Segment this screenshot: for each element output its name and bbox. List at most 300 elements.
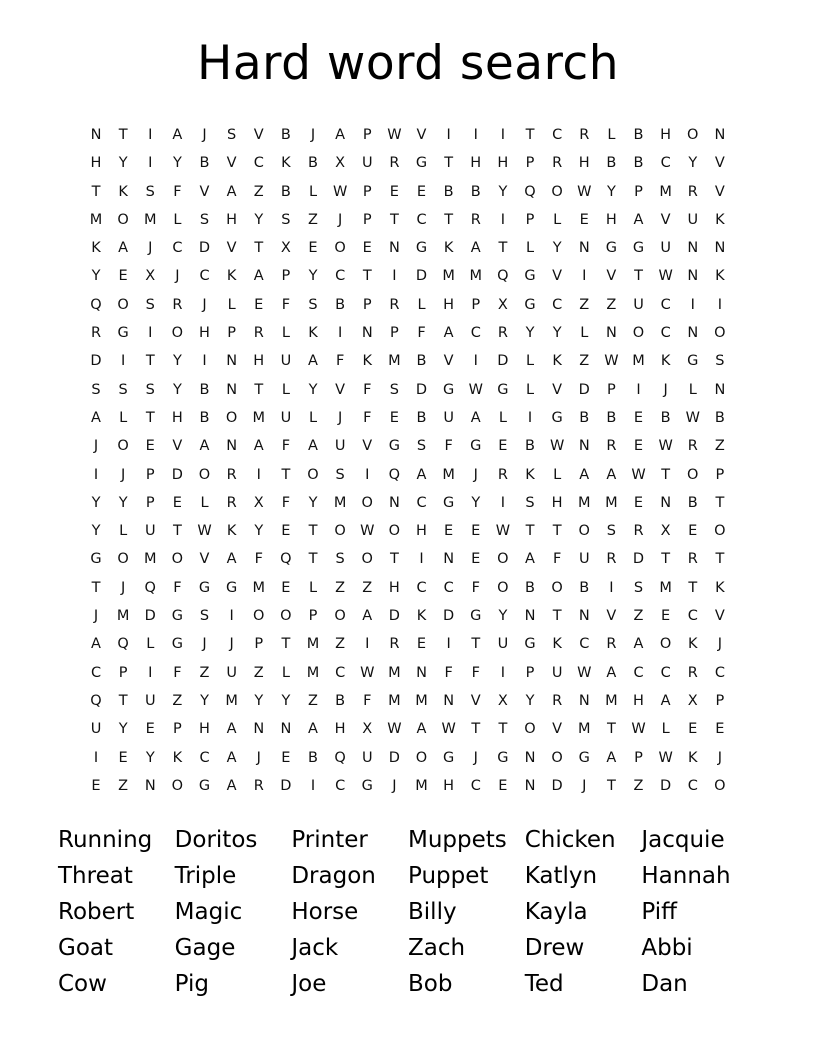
grid-cell[interactable]: L bbox=[417, 296, 426, 313]
word-list-item[interactable]: Jack bbox=[291, 935, 339, 962]
grid-cell[interactable]: O bbox=[497, 551, 509, 568]
grid-cell[interactable]: I bbox=[392, 268, 397, 285]
grid-cell[interactable]: F bbox=[552, 551, 562, 568]
grid-cell[interactable]: M bbox=[659, 579, 672, 596]
grid-cell[interactable]: F bbox=[335, 353, 345, 370]
grid-cell[interactable]: J bbox=[202, 636, 207, 653]
grid-cell[interactable]: A bbox=[226, 551, 237, 568]
grid-cell[interactable]: T bbox=[254, 240, 264, 257]
grid-cell[interactable]: I bbox=[500, 494, 506, 511]
grid-cell[interactable]: D bbox=[443, 608, 455, 625]
grid-cell[interactable]: I bbox=[500, 127, 506, 143]
grid-cell[interactable]: E bbox=[254, 296, 264, 313]
grid-cell[interactable]: S bbox=[227, 127, 237, 143]
grid-cell[interactable]: W bbox=[658, 438, 673, 455]
grid-cell[interactable]: A bbox=[416, 721, 427, 738]
grid-cell[interactable]: K bbox=[525, 466, 535, 483]
grid-cell[interactable]: W bbox=[577, 183, 592, 200]
grid-cell[interactable]: H bbox=[388, 579, 400, 596]
grid-cell[interactable]: T bbox=[91, 183, 101, 200]
grid-cell[interactable]: P bbox=[471, 296, 481, 313]
word-list-item[interactable]: Drew bbox=[524, 935, 585, 962]
grid-cell[interactable]: E bbox=[579, 211, 589, 228]
grid-cell[interactable]: I bbox=[690, 296, 695, 313]
grid-cell[interactable]: W bbox=[631, 721, 646, 738]
grid-cell[interactable]: C bbox=[470, 325, 481, 342]
grid-cell[interactable]: Z bbox=[633, 608, 644, 625]
grid-cell[interactable]: E bbox=[145, 438, 155, 455]
word-list-item[interactable]: Dragon bbox=[291, 863, 376, 890]
grid-cell[interactable]: B bbox=[280, 127, 291, 143]
grid-cell[interactable]: C bbox=[90, 664, 102, 681]
grid-cell[interactable]: G bbox=[198, 579, 211, 596]
grid-cell[interactable]: R bbox=[633, 523, 644, 540]
grid-cell[interactable]: C bbox=[660, 155, 671, 172]
grid-cell[interactable]: G bbox=[388, 438, 400, 455]
grid-cell[interactable]: T bbox=[498, 721, 508, 738]
grid-cell[interactable]: K bbox=[687, 636, 698, 653]
grid-cell[interactable]: C bbox=[660, 664, 671, 681]
grid-cell[interactable]: N bbox=[443, 551, 455, 568]
grid-cell[interactable]: O bbox=[334, 240, 346, 257]
grid-cell[interactable]: T bbox=[389, 551, 399, 568]
grid-cell[interactable]: A bbox=[226, 183, 237, 200]
word-list-item[interactable]: Robert bbox=[58, 899, 135, 926]
grid-cell[interactable]: A bbox=[335, 127, 346, 143]
grid-cell[interactable]: G bbox=[524, 636, 536, 653]
grid-cell[interactable]: A bbox=[525, 551, 535, 568]
grid-cell[interactable]: A bbox=[172, 127, 183, 143]
grid-cell[interactable]: O bbox=[415, 749, 428, 766]
grid-cell[interactable]: K bbox=[416, 608, 427, 625]
grid-cell[interactable]: V bbox=[443, 353, 454, 370]
grid-cell[interactable]: N bbox=[714, 381, 726, 398]
grid-cell[interactable]: G bbox=[415, 240, 428, 257]
grid-cell[interactable]: O bbox=[117, 296, 129, 313]
grid-cell[interactable]: R bbox=[253, 325, 264, 342]
grid-cell[interactable]: V bbox=[226, 240, 237, 257]
grid-cell[interactable]: N bbox=[578, 692, 590, 709]
grid-cell[interactable]: M bbox=[388, 692, 401, 709]
grid-cell[interactable]: A bbox=[443, 325, 454, 342]
grid-cell[interactable]: S bbox=[389, 381, 399, 398]
grid-cell[interactable]: X bbox=[280, 240, 291, 257]
grid-cell[interactable]: B bbox=[633, 127, 644, 143]
grid-cell[interactable]: S bbox=[335, 551, 345, 568]
grid-cell[interactable]: E bbox=[118, 749, 128, 766]
grid-cell[interactable]: M bbox=[577, 721, 591, 738]
grid-cell[interactable]: H bbox=[199, 325, 210, 342]
grid-cell[interactable]: R bbox=[606, 636, 617, 653]
word-list-item[interactable]: Cow bbox=[58, 971, 107, 998]
grid-cell[interactable]: S bbox=[281, 211, 291, 228]
grid-cell[interactable]: T bbox=[715, 551, 725, 568]
grid-cell[interactable]: N bbox=[226, 353, 238, 370]
grid-cell[interactable]: J bbox=[473, 466, 478, 483]
grid-cell[interactable]: W bbox=[332, 183, 348, 200]
grid-cell[interactable]: V bbox=[416, 127, 427, 143]
grid-cell[interactable]: F bbox=[471, 579, 480, 596]
grid-cell[interactable]: Y bbox=[118, 721, 128, 738]
grid-cell[interactable]: Y bbox=[498, 183, 508, 200]
word-list-item[interactable]: Triple bbox=[174, 863, 237, 890]
grid-cell[interactable]: G bbox=[117, 325, 129, 342]
grid-cell[interactable]: A bbox=[118, 240, 129, 257]
grid-cell[interactable]: Z bbox=[253, 183, 264, 200]
grid-cell[interactable]: B bbox=[470, 183, 481, 200]
grid-cell[interactable]: B bbox=[633, 155, 644, 172]
grid-cell[interactable]: K bbox=[715, 211, 725, 228]
grid-cell[interactable]: O bbox=[497, 579, 509, 596]
grid-cell[interactable]: T bbox=[389, 211, 399, 228]
grid-cell[interactable]: K bbox=[552, 636, 562, 653]
word-list-item[interactable]: Muppets bbox=[408, 827, 507, 854]
grid-cell[interactable]: I bbox=[473, 127, 478, 143]
grid-cell[interactable]: E bbox=[633, 438, 644, 455]
grid-cell[interactable]: H bbox=[578, 155, 590, 172]
grid-cell[interactable]: W bbox=[495, 523, 511, 540]
grid-cell[interactable]: L bbox=[525, 381, 535, 398]
grid-cell[interactable]: U bbox=[90, 721, 102, 738]
grid-cell[interactable]: C bbox=[416, 579, 427, 596]
grid-cell[interactable]: P bbox=[362, 211, 372, 228]
grid-cell[interactable]: E bbox=[661, 608, 671, 625]
grid-cell[interactable]: O bbox=[280, 608, 292, 625]
grid-cell[interactable]: U bbox=[443, 409, 454, 426]
grid-cell[interactable]: G bbox=[470, 608, 482, 625]
grid-cell[interactable]: Y bbox=[308, 268, 318, 285]
grid-cell[interactable]: I bbox=[365, 466, 370, 483]
word-list-item[interactable]: Ted bbox=[524, 971, 564, 998]
grid-cell[interactable]: S bbox=[199, 211, 210, 228]
word-list-item[interactable]: Zach bbox=[408, 935, 466, 962]
grid-cell[interactable]: T bbox=[281, 466, 291, 483]
grid-cell[interactable]: P bbox=[145, 466, 155, 483]
grid-cell[interactable]: M bbox=[388, 664, 401, 681]
grid-cell[interactable]: G bbox=[497, 749, 509, 766]
grid-cell[interactable]: K bbox=[91, 240, 101, 257]
grid-cell[interactable]: U bbox=[361, 155, 373, 172]
grid-cell[interactable]: Y bbox=[172, 381, 182, 398]
grid-cell[interactable]: T bbox=[715, 494, 725, 511]
grid-cell[interactable]: A bbox=[470, 409, 481, 426]
grid-cell[interactable]: V bbox=[606, 268, 617, 285]
grid-cell[interactable]: A bbox=[606, 664, 617, 681]
grid-cell[interactable]: I bbox=[202, 353, 207, 370]
grid-cell[interactable]: Y bbox=[498, 608, 508, 625]
grid-cell[interactable]: K bbox=[552, 353, 562, 370]
grid-cell[interactable]: G bbox=[551, 409, 563, 426]
grid-cell[interactable]: M bbox=[605, 692, 618, 709]
grid-cell[interactable]: Z bbox=[362, 579, 373, 596]
grid-cell[interactable]: O bbox=[253, 608, 265, 625]
word-list-item[interactable]: Kayla bbox=[524, 899, 588, 926]
grid-cell[interactable]: A bbox=[416, 466, 427, 483]
grid-cell[interactable]: P bbox=[715, 466, 725, 483]
grid-cell[interactable]: Y bbox=[254, 523, 264, 540]
grid-cell[interactable]: D bbox=[551, 777, 563, 794]
grid-cell[interactable]: P bbox=[118, 664, 128, 681]
grid-cell[interactable]: D bbox=[280, 777, 292, 794]
grid-cell[interactable]: M bbox=[632, 353, 645, 370]
grid-cell[interactable]: R bbox=[579, 127, 590, 143]
grid-cell[interactable]: T bbox=[688, 579, 698, 596]
grid-cell[interactable]: F bbox=[254, 551, 263, 568]
grid-cell[interactable]: T bbox=[606, 721, 616, 738]
grid-cell[interactable]: J bbox=[337, 211, 343, 228]
grid-cell[interactable]: X bbox=[362, 721, 373, 738]
grid-cell[interactable]: F bbox=[281, 494, 291, 511]
grid-cell[interactable]: K bbox=[172, 749, 183, 766]
grid-cell[interactable]: T bbox=[118, 127, 128, 143]
grid-cell[interactable]: N bbox=[416, 664, 427, 681]
grid-cell[interactable]: T bbox=[362, 268, 372, 285]
grid-cell[interactable]: A bbox=[470, 240, 481, 257]
grid-cell[interactable]: V bbox=[362, 438, 373, 455]
grid-cell[interactable]: I bbox=[473, 353, 478, 370]
grid-cell[interactable]: X bbox=[497, 296, 508, 313]
grid-cell[interactable]: J bbox=[93, 608, 99, 625]
grid-cell[interactable]: E bbox=[471, 551, 481, 568]
grid-cell[interactable]: E bbox=[389, 409, 399, 426]
grid-cell[interactable]: J bbox=[120, 466, 126, 483]
word-list-item[interactable]: Abbi bbox=[641, 935, 693, 962]
grid-cell[interactable]: L bbox=[281, 664, 290, 681]
grid-cell[interactable]: I bbox=[148, 325, 153, 342]
grid-cell[interactable]: D bbox=[198, 240, 211, 257]
grid-cell[interactable]: N bbox=[578, 608, 590, 625]
grid-cell[interactable]: G bbox=[415, 155, 428, 172]
grid-cell[interactable]: W bbox=[658, 749, 673, 766]
grid-cell[interactable]: T bbox=[281, 636, 291, 653]
grid-cell[interactable]: V bbox=[714, 155, 725, 172]
grid-cell[interactable]: F bbox=[471, 664, 480, 681]
grid-cell[interactable]: Z bbox=[335, 579, 346, 596]
grid-cell[interactable]: O bbox=[171, 325, 184, 342]
grid-cell[interactable]: O bbox=[551, 579, 563, 596]
grid-cell[interactable]: J bbox=[202, 127, 207, 143]
word-list-item[interactable]: Threat bbox=[58, 863, 133, 890]
grid-cell[interactable]: L bbox=[607, 127, 616, 143]
grid-cell[interactable]: N bbox=[687, 325, 699, 342]
grid-cell[interactable]: P bbox=[607, 381, 616, 398]
grid-cell[interactable]: H bbox=[334, 721, 346, 738]
word-list-item[interactable]: Printer bbox=[291, 827, 368, 854]
grid-cell[interactable]: T bbox=[525, 523, 535, 540]
grid-cell[interactable]: S bbox=[416, 438, 427, 455]
grid-cell[interactable]: E bbox=[145, 721, 155, 738]
grid-cell[interactable]: V bbox=[714, 183, 725, 200]
grid-cell[interactable]: C bbox=[470, 777, 481, 794]
grid-cell[interactable]: N bbox=[660, 494, 672, 511]
grid-cell[interactable]: C bbox=[660, 325, 671, 342]
grid-cell[interactable]: Y bbox=[688, 155, 698, 172]
grid-cell[interactable]: F bbox=[281, 438, 291, 455]
grid-cell[interactable]: Z bbox=[633, 777, 644, 794]
grid-cell[interactable]: H bbox=[443, 777, 455, 794]
grid-cell[interactable]: J bbox=[392, 777, 397, 794]
grid-cell[interactable]: R bbox=[253, 777, 264, 794]
grid-cell[interactable]: B bbox=[443, 183, 454, 200]
grid-cell[interactable]: Y bbox=[525, 325, 535, 342]
grid-cell[interactable]: W bbox=[197, 523, 212, 540]
word-list-item[interactable]: Piff bbox=[641, 899, 677, 926]
grid-cell[interactable]: N bbox=[90, 127, 102, 143]
grid-cell[interactable]: Q bbox=[334, 749, 346, 766]
grid-cell[interactable]: M bbox=[388, 353, 401, 370]
grid-cell[interactable]: O bbox=[225, 409, 238, 426]
grid-cell[interactable]: N bbox=[280, 721, 292, 738]
grid-cell[interactable]: W bbox=[549, 438, 565, 455]
grid-cell[interactable]: O bbox=[632, 325, 645, 342]
grid-cell[interactable]: F bbox=[363, 409, 372, 426]
grid-cell[interactable]: U bbox=[280, 353, 292, 370]
grid-cell[interactable]: I bbox=[636, 381, 641, 398]
grid-cell[interactable]: P bbox=[145, 494, 155, 511]
grid-cell[interactable]: C bbox=[579, 636, 590, 653]
grid-cell[interactable]: O bbox=[524, 721, 536, 738]
grid-cell[interactable]: O bbox=[117, 551, 129, 568]
grid-cell[interactable]: N bbox=[443, 692, 455, 709]
grid-cell[interactable]: L bbox=[688, 381, 697, 398]
grid-cell[interactable]: B bbox=[335, 296, 346, 313]
grid-cell[interactable]: G bbox=[524, 268, 536, 285]
grid-cell[interactable]: J bbox=[229, 636, 234, 653]
grid-cell[interactable]: J bbox=[120, 579, 126, 596]
grid-cell[interactable]: E bbox=[633, 494, 644, 511]
grid-cell[interactable]: R bbox=[606, 438, 617, 455]
grid-cell[interactable]: H bbox=[660, 127, 672, 143]
grid-cell[interactable]: T bbox=[308, 551, 318, 568]
grid-cell[interactable]: K bbox=[308, 325, 318, 342]
word-list-item[interactable]: Puppet bbox=[408, 863, 489, 890]
grid-cell[interactable]: Y bbox=[91, 268, 101, 285]
grid-cell[interactable]: P bbox=[254, 636, 264, 653]
grid-cell[interactable]: G bbox=[632, 240, 645, 257]
grid-cell[interactable]: T bbox=[661, 551, 671, 568]
grid-cell[interactable]: V bbox=[226, 155, 237, 172]
grid-cell[interactable]: I bbox=[500, 211, 506, 228]
grid-cell[interactable]: M bbox=[143, 551, 157, 568]
word-list-item[interactable]: Magic bbox=[174, 899, 243, 926]
grid-cell[interactable]: L bbox=[173, 211, 182, 228]
grid-cell[interactable]: K bbox=[226, 523, 237, 540]
grid-cell[interactable]: P bbox=[362, 127, 372, 143]
grid-cell[interactable]: U bbox=[144, 692, 156, 709]
grid-cell[interactable]: O bbox=[551, 749, 563, 766]
grid-cell[interactable]: R bbox=[172, 296, 183, 313]
grid-cell[interactable]: J bbox=[473, 749, 478, 766]
grid-cell[interactable]: W bbox=[468, 381, 483, 398]
grid-cell[interactable]: P bbox=[390, 325, 399, 342]
grid-cell[interactable]: L bbox=[227, 296, 236, 313]
grid-cell[interactable]: Y bbox=[471, 494, 481, 511]
grid-cell[interactable]: T bbox=[118, 692, 128, 709]
grid-cell[interactable]: N bbox=[144, 777, 156, 794]
grid-cell[interactable]: E bbox=[416, 636, 427, 653]
grid-cell[interactable]: Q bbox=[90, 296, 102, 313]
grid-cell[interactable]: I bbox=[120, 353, 126, 370]
grid-cell[interactable]: Z bbox=[253, 664, 264, 681]
grid-cell[interactable]: T bbox=[145, 409, 155, 426]
grid-cell[interactable]: T bbox=[254, 381, 264, 398]
grid-cell[interactable]: Q bbox=[388, 466, 401, 483]
grid-cell[interactable]: N bbox=[253, 721, 265, 738]
grid-cell[interactable]: H bbox=[470, 155, 482, 172]
grid-cell[interactable]: G bbox=[497, 381, 509, 398]
grid-cell[interactable]: Z bbox=[118, 777, 129, 794]
grid-cell[interactable]: I bbox=[93, 466, 99, 483]
grid-cell[interactable]: C bbox=[335, 777, 346, 794]
grid-cell[interactable]: E bbox=[416, 183, 427, 200]
grid-cell[interactable]: O bbox=[117, 438, 129, 455]
grid-cell[interactable]: M bbox=[659, 183, 672, 200]
grid-cell[interactable]: N bbox=[605, 325, 617, 342]
grid-cell[interactable]: Y bbox=[552, 325, 562, 342]
grid-cell[interactable]: D bbox=[497, 353, 509, 370]
grid-cell[interactable]: V bbox=[606, 608, 617, 625]
grid-cell[interactable]: M bbox=[89, 211, 103, 228]
grid-cell[interactable]: F bbox=[173, 183, 182, 200]
grid-cell[interactable]: O bbox=[659, 636, 672, 653]
grid-cell[interactable]: R bbox=[90, 325, 102, 342]
grid-cell[interactable]: P bbox=[362, 296, 372, 313]
grid-cell[interactable]: L bbox=[553, 466, 562, 483]
grid-cell[interactable]: B bbox=[308, 155, 318, 172]
grid-cell[interactable]: U bbox=[578, 551, 590, 568]
grid-cell[interactable]: O bbox=[388, 523, 401, 540]
grid-cell[interactable]: J bbox=[175, 268, 180, 285]
grid-cell[interactable]: Y bbox=[254, 692, 264, 709]
grid-cell[interactable]: B bbox=[606, 409, 617, 426]
grid-cell[interactable]: N bbox=[524, 749, 536, 766]
grid-cell[interactable]: O bbox=[171, 777, 184, 794]
grid-cell[interactable]: I bbox=[229, 608, 234, 625]
grid-cell[interactable]: X bbox=[497, 692, 508, 709]
grid-cell[interactable]: A bbox=[308, 721, 318, 738]
grid-cell[interactable]: N bbox=[714, 240, 726, 257]
grid-cell[interactable]: N bbox=[524, 777, 536, 794]
grid-cell[interactable]: X bbox=[145, 268, 156, 285]
grid-cell[interactable]: A bbox=[226, 777, 237, 794]
grid-cell[interactable]: I bbox=[337, 325, 343, 342]
grid-cell[interactable]: P bbox=[281, 268, 291, 285]
grid-cell[interactable]: U bbox=[660, 240, 671, 257]
grid-cell[interactable]: V bbox=[552, 381, 563, 398]
grid-cell[interactable]: E bbox=[498, 777, 508, 794]
grid-cell[interactable]: S bbox=[335, 466, 345, 483]
grid-cell[interactable]: D bbox=[578, 381, 590, 398]
grid-cell[interactable]: O bbox=[687, 127, 699, 143]
grid-cell[interactable]: F bbox=[444, 664, 453, 681]
grid-cell[interactable]: R bbox=[687, 664, 698, 681]
grid-cell[interactable]: W bbox=[387, 721, 402, 738]
grid-cell[interactable]: U bbox=[334, 438, 346, 455]
grid-cell[interactable]: M bbox=[225, 692, 238, 709]
grid-cell[interactable]: U bbox=[280, 409, 292, 426]
grid-cell[interactable]: L bbox=[200, 494, 209, 511]
grid-cell[interactable]: Q bbox=[117, 636, 129, 653]
grid-cell[interactable]: S bbox=[145, 183, 155, 200]
grid-cell[interactable]: K bbox=[118, 183, 128, 200]
grid-cell[interactable]: F bbox=[173, 664, 182, 681]
grid-cell[interactable]: Y bbox=[525, 692, 535, 709]
grid-cell[interactable]: M bbox=[469, 268, 482, 285]
grid-cell[interactable]: E bbox=[281, 749, 291, 766]
grid-cell[interactable]: D bbox=[660, 777, 672, 794]
grid-cell[interactable]: I bbox=[446, 636, 451, 653]
grid-cell[interactable]: J bbox=[337, 409, 343, 426]
